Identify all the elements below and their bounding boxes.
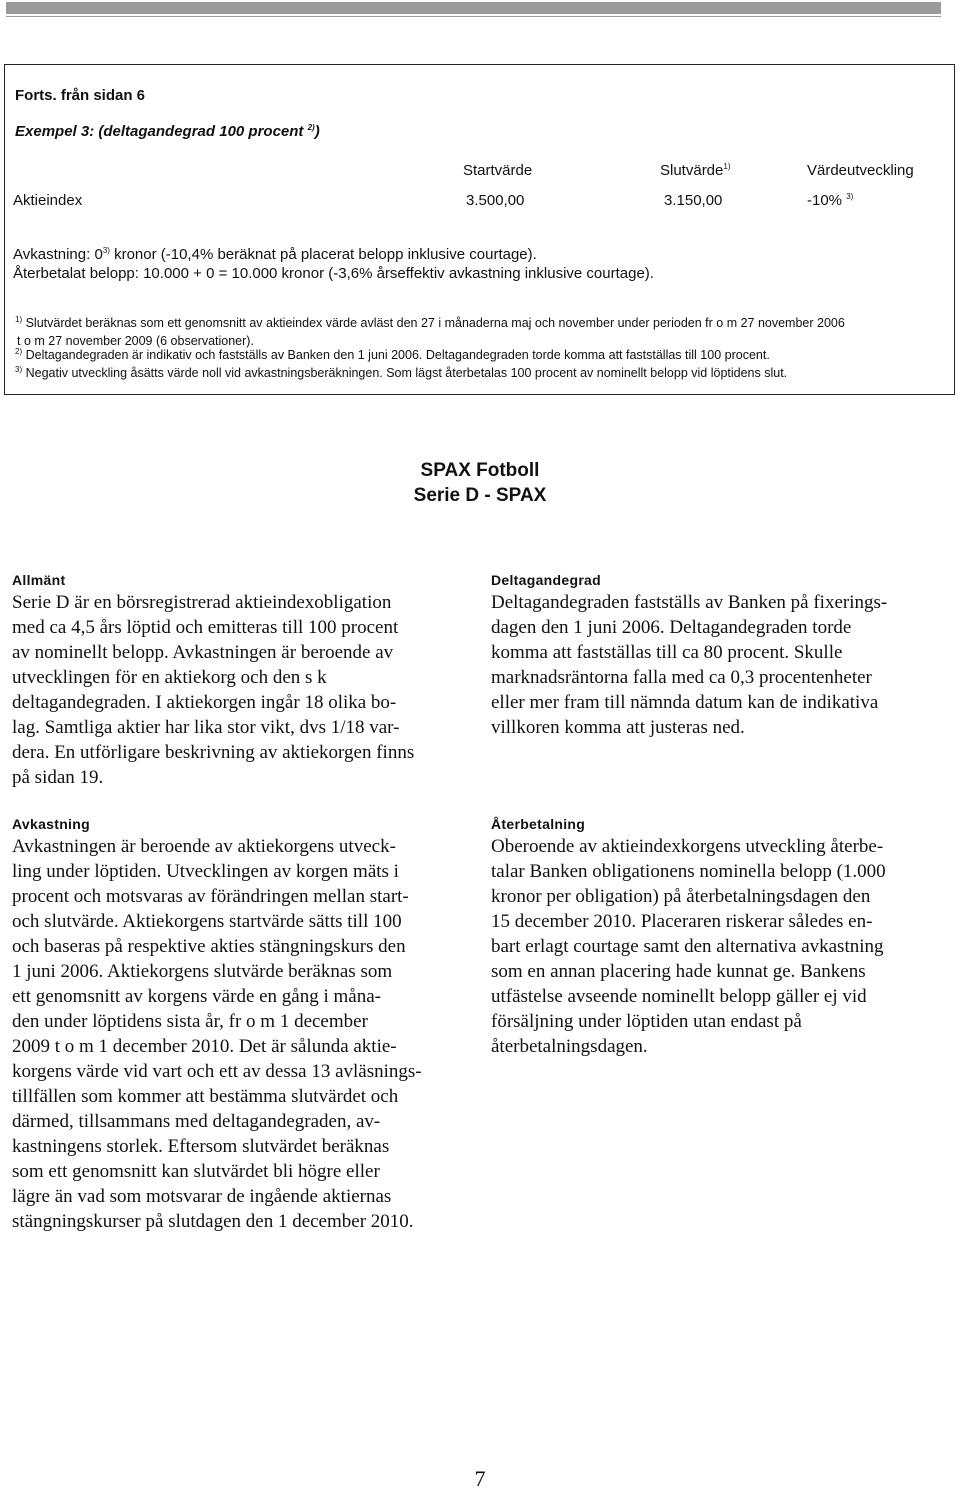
col-header-start: Startvärde bbox=[463, 162, 533, 179]
section-heading: Avkastning bbox=[12, 816, 90, 832]
row-label: Aktieindex bbox=[13, 192, 83, 209]
section-body: Serie D är en börsregistrerad aktieindexobligation med ca 4,5 års löptid och emitteras till 100 procent av nominellt belopp. Avkastningen är beroende av utvecklingen för en aktiekorg och den s k deltagandegraden. I aktiekorgen ingår 18 olika bo- lag. Samtliga aktier har lika stor vikt, dvs 1/18 var- dera. En utförligare beskrivning av aktiekorgen finns på sidan 19. bbox=[12, 592, 415, 788]
section-heading: Deltagandegrad bbox=[491, 572, 601, 588]
section-body: Oberoende av aktieindexkorgens utveckling återbe- talar Banken obligationens nominella belopp (1.000 kronor per obligation) på återbetalningsdagen den 15 december 2010. Placeraren riskerar således en- bart erlagt courtage samt den alternativa avkastning som en annan placering hade kunnat ge. Bankens utfästelse avseende nominellt belopp gäller ej vid försäljning under löptiden utan endast på återbetalningsdagen. bbox=[491, 836, 886, 1057]
footnote-3: $^{3)}$ Negativ utveckling åsätts värde noll vid avkastningsberäkningen. Som lägst återbetalas 100 procent av nominellt belopp vid löptidens slut. bbox=[15, 364, 788, 380]
page-number: 7 bbox=[474, 1466, 486, 1491]
result-line-repayment: Återbetalat belopp: 10.000 + 0 = 10.000 kronor (-3,6% årseffektiv avkastning inklusive courtage). bbox=[13, 265, 654, 282]
example-title: Exempel 3: (deltagandegrad 100 procent $^{2)}$) bbox=[15, 123, 320, 140]
col-header-dev: Värdeutveckling bbox=[807, 162, 914, 179]
section-heading: Återbetalning bbox=[491, 816, 586, 832]
footnote-1: $^{1)}$ Slutvärdet beräknas som ett genomsnitt av aktieindex värde avläst den 27 i månaderna maj och november under perioden fr o m 27 november 2006 bbox=[15, 314, 845, 330]
section-avkastning bbox=[12, 816, 464, 1234]
row-start-value: 3.500,00 bbox=[466, 192, 525, 209]
continued-note: Forts. från sidan 6 bbox=[15, 87, 146, 104]
section-body: Deltagandegraden fastställs av Banken på fixerings- dagen den 1 juni 2006. Deltagandegraden torde komma att fastställas till ca 80 procent. Skulle marknadsräntorna falla med ca 0,3 procentenheter eller mer fram till nämnda datum kan de indikativa villkoren komma att justeras ned. bbox=[491, 592, 888, 738]
section-deltagandegrad bbox=[491, 572, 943, 740]
header-bar bbox=[6, 2, 941, 14]
row-dev-value: -10% $^{3)}$ bbox=[807, 192, 854, 209]
product-subtitle: Serie D - SPAX bbox=[413, 485, 547, 506]
example-box bbox=[4, 64, 955, 395]
col-header-end: Slutvärde$^{1)}$ bbox=[660, 162, 731, 179]
section-allmant bbox=[12, 572, 464, 790]
row-end-value: 3.150,00 bbox=[664, 192, 723, 209]
section-body: Avkastningen är beroende av aktiekorgens utveck- ling under löptiden. Utvecklingen av korgen mäts i procent och motsvaras av förändringen mellan start- och slutvärde. Aktiekorgens startvärde sätts till 100 och baseras på respektive akties stängningskurs den 1 juni 2006. Aktiekorgens slutvärde beräknas som ett genomsnitt av korgens värde en gång i måna- den under löptidens sista år, fr o m 1 december 2009 t o m 1 december 2010. Det är sålunda aktie- korgens värde vid vart och ett av dessa 13 avläsnings- tillfällen som kommer att bestämma slutvärdet och därmed, tillsammans med deltagandegraden, av- kastningens storlek. Eftersom slutvärdet beräknas som ett genomsnitt kan slutvärdet bli högre eller lägre än vad som motsvarar de ingående aktiernas stängningskurser på slutdagen den 1 december 2010. bbox=[12, 836, 422, 1232]
product-title: SPAX Fotboll bbox=[420, 460, 540, 481]
section-heading: Allmänt bbox=[12, 572, 66, 588]
section-aterbetalning bbox=[491, 816, 943, 1059]
footnote-2: $^{2)}$ Deltagandegraden är indikativ och fastställs av Banken den 1 juni 2006. Deltagandegraden torde komma att fastställas till 100 procent. bbox=[15, 346, 770, 362]
footnote-1-cont: t o m 27 november 2009 (6 observationer). bbox=[17, 334, 254, 348]
result-line-return: Avkastning: 0$^{3)}$ kronor (-10,4% beräknat på placerat belopp inklusive courtage). bbox=[13, 246, 537, 263]
header-rule bbox=[6, 16, 941, 17]
